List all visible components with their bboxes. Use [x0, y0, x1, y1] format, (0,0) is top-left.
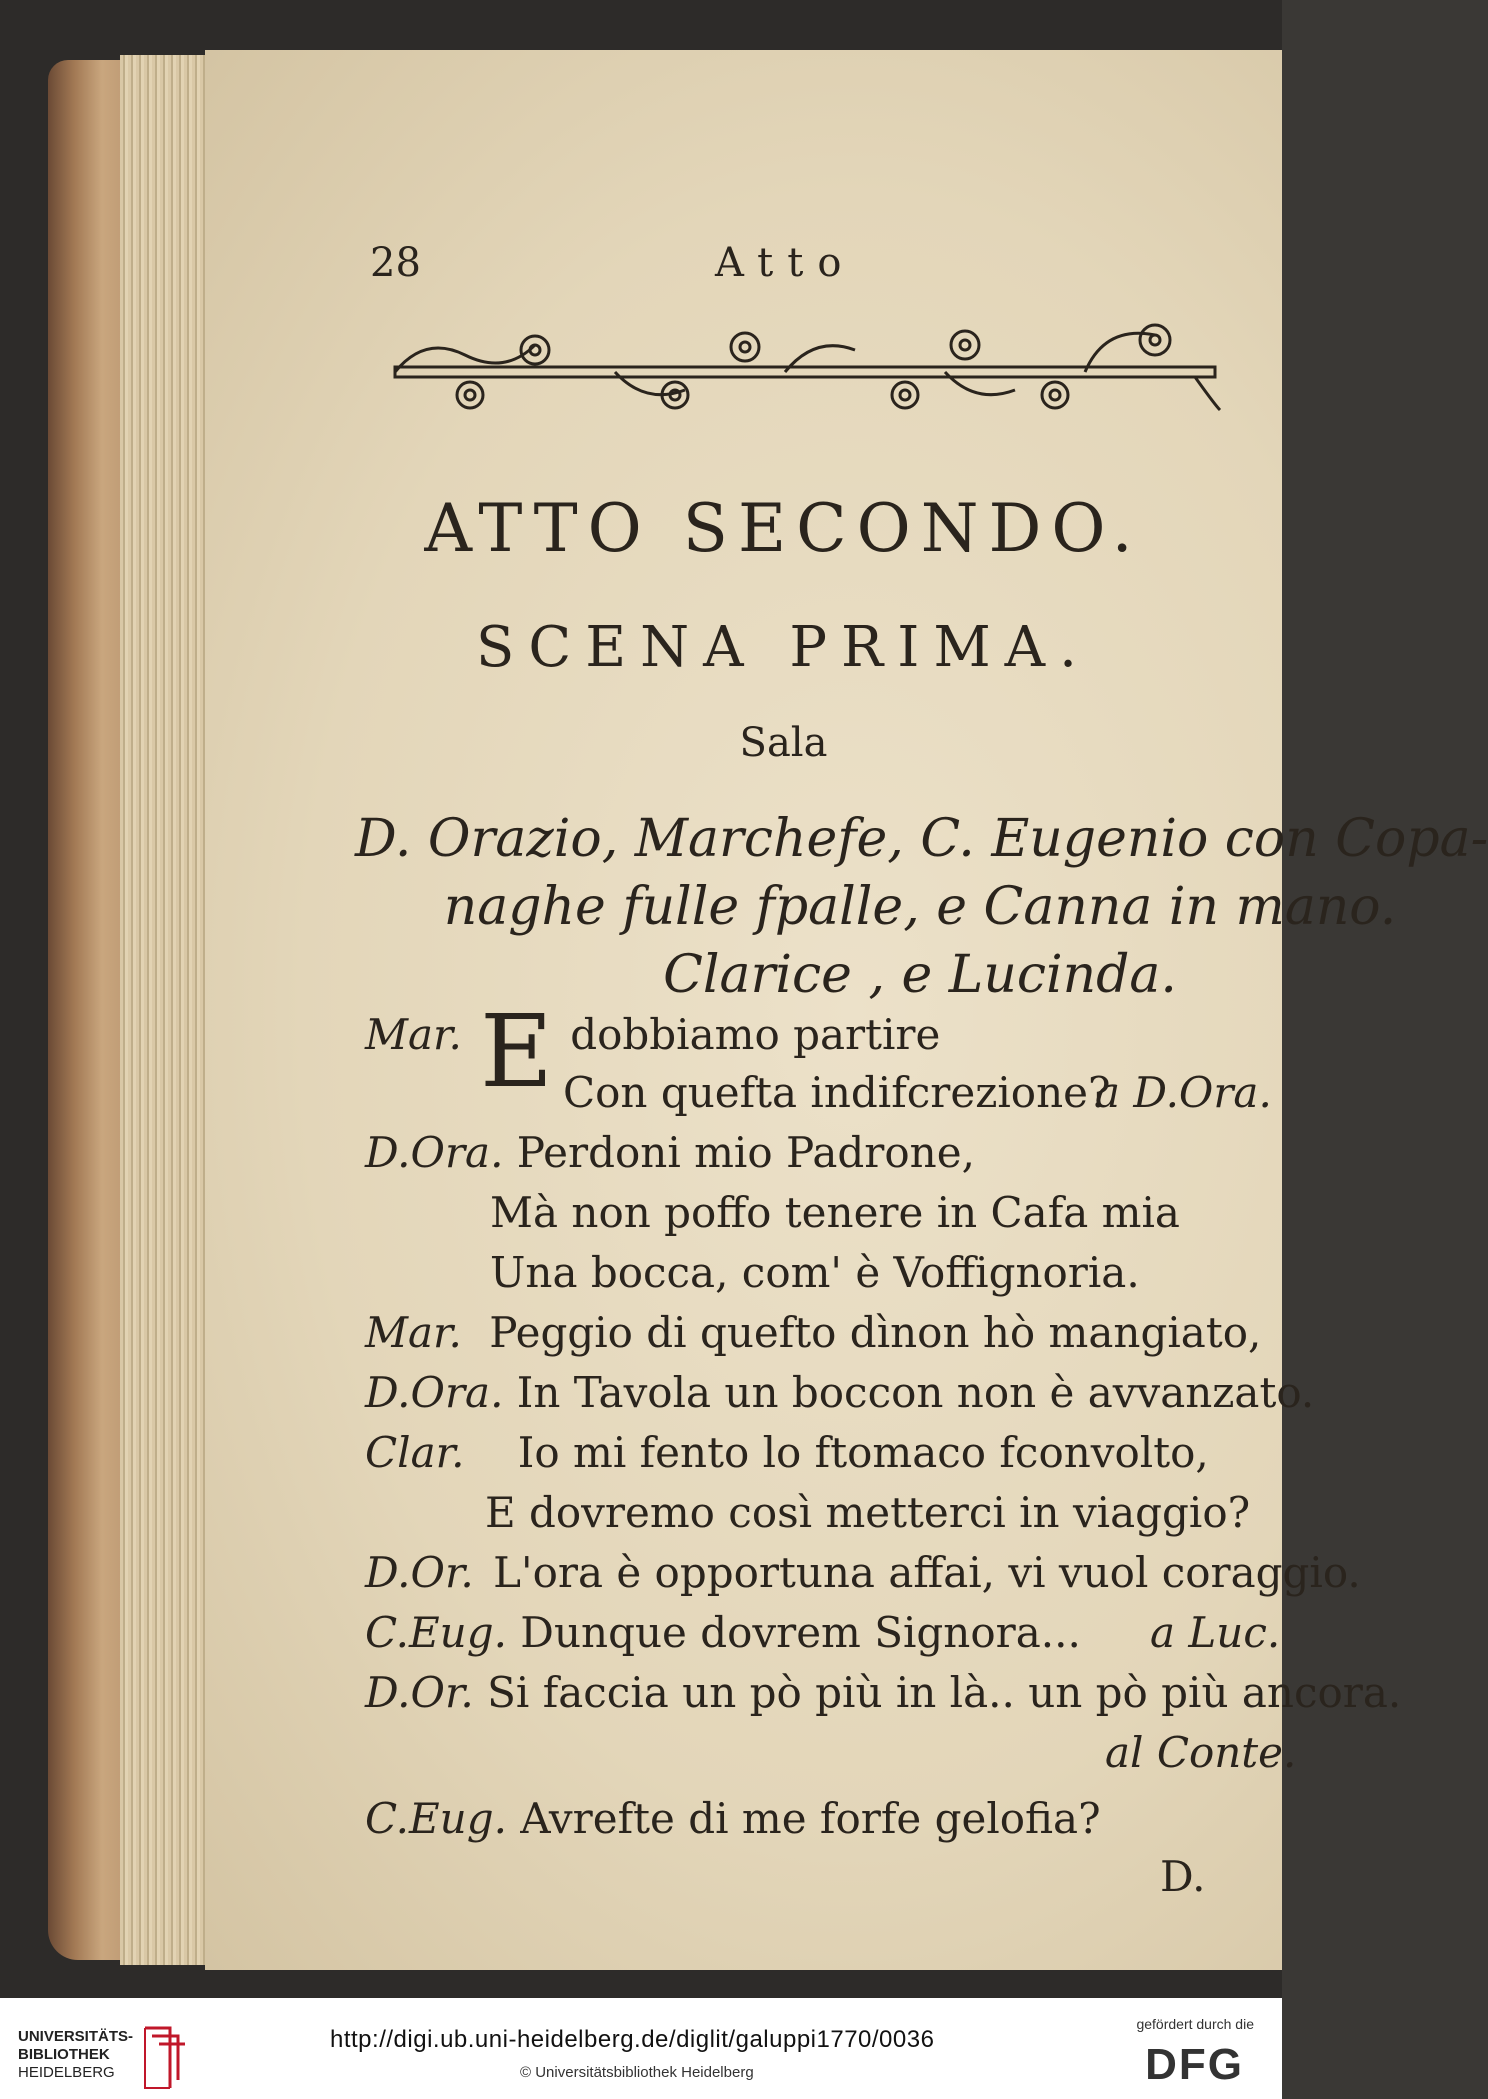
- line-text: Si faccia un pò più in là.. un pò più ancora.: [487, 1668, 1402, 1717]
- copyright-notice: © Universitätsbibliothek Heidelberg: [520, 2064, 754, 2081]
- line-text: dobbiamo partire: [570, 1010, 941, 1059]
- scene-setting: Sala: [739, 720, 828, 766]
- permalink-url[interactable]: http://digi.ub.uni-heidelberg.de/diglit/galuppi1770/0036: [330, 2026, 935, 2053]
- line-text: E dovremo così metterci in viaggio?: [485, 1488, 1251, 1537]
- dialogue-line: [365, 1368, 1314, 1418]
- speaker: Mar.: [365, 1010, 462, 1059]
- running-title: Atto: [715, 240, 856, 286]
- page-number: 28: [370, 240, 421, 286]
- dialogue-line: [365, 1308, 1261, 1358]
- line-text: Dunque dovrem Signora...: [520, 1608, 1081, 1657]
- speaker: D.Or.: [365, 1668, 474, 1717]
- dfg-logo: DFG: [1145, 2040, 1244, 2089]
- page-header: [205, 240, 1282, 300]
- dialogue-line: [365, 1794, 1101, 1844]
- floral-ornament: [385, 315, 1225, 415]
- line-text: In Tavola un boccon non è avvanzato.: [516, 1368, 1315, 1417]
- library-logo-icon: [140, 2018, 190, 2093]
- speaker: D.Ora.: [365, 1368, 504, 1417]
- speaker: Mar.: [365, 1308, 462, 1357]
- library-name-line: BIBLIOTHEK: [18, 2046, 110, 2063]
- library-logo-text: [18, 2028, 133, 2082]
- line-text: Mà non poffo tenere in Cafa mia: [490, 1188, 1180, 1237]
- character-line: Clarice , e Lucinda.: [663, 945, 1177, 1005]
- dialogue-line: [490, 1248, 1140, 1298]
- dialogue-line: [365, 1428, 1209, 1478]
- dialogue-line: [365, 1548, 1361, 1598]
- scene-title: SCENA PRIMA.: [476, 615, 1091, 680]
- viewer-footer: [0, 1998, 1282, 2099]
- speaker: D.Ora.: [365, 1128, 504, 1177]
- line-text: Con quefta indifcrezione?: [563, 1068, 1111, 1117]
- stage-direction: a D.Ora.: [1095, 1068, 1272, 1117]
- line-text: L'ora è opportuna affai, vi vuol coraggio.: [493, 1548, 1361, 1597]
- dialogue-line: [485, 1488, 1250, 1538]
- dialogue-line: [490, 1188, 1180, 1238]
- line-text: Perdoni mio Padrone,: [516, 1128, 975, 1177]
- dialogue-line: [563, 1068, 1111, 1118]
- character-list: [355, 805, 1488, 1009]
- speaker: Clar.: [365, 1428, 465, 1477]
- character-line: naghe fulle fpalle, e Canna in mano.: [443, 877, 1397, 937]
- act-title: ATTO SECONDO.: [424, 490, 1143, 567]
- character-line: D. Orazio, Marchefe, C. Eugenio con Copa-: [355, 809, 1488, 869]
- speaker: C.Eug.: [365, 1794, 507, 1843]
- funding-label: gefördert durch die: [1136, 2016, 1254, 2032]
- dialogue-line: [365, 1128, 975, 1178]
- dialogue-line: [365, 1010, 940, 1060]
- drop-capital: E: [480, 993, 553, 1110]
- stage-direction: al Conte.: [1105, 1728, 1297, 1777]
- dialogue-line: [365, 1608, 1081, 1658]
- line-text: Avrefte di me forfe gelofia?: [520, 1794, 1101, 1843]
- speaker: C.Eug.: [365, 1608, 507, 1657]
- line-text: Peggio di quefto dìnon hò mangiato,: [489, 1308, 1262, 1357]
- speaker: D.Or.: [365, 1548, 474, 1597]
- line-text: Io mi fento lo ftomaco fconvolto,: [517, 1428, 1209, 1477]
- dialogue-line: [365, 1668, 1401, 1718]
- catchword: D.: [1160, 1852, 1206, 1901]
- library-name-line: HEIDELBERG: [18, 2064, 115, 2081]
- book-page: [205, 50, 1488, 1970]
- stage-direction: a Luc.: [1150, 1608, 1281, 1657]
- line-text: Una bocca, com' è Voffignoria.: [490, 1248, 1140, 1297]
- library-name-line: UNIVERSITÄTS-: [18, 2028, 134, 2045]
